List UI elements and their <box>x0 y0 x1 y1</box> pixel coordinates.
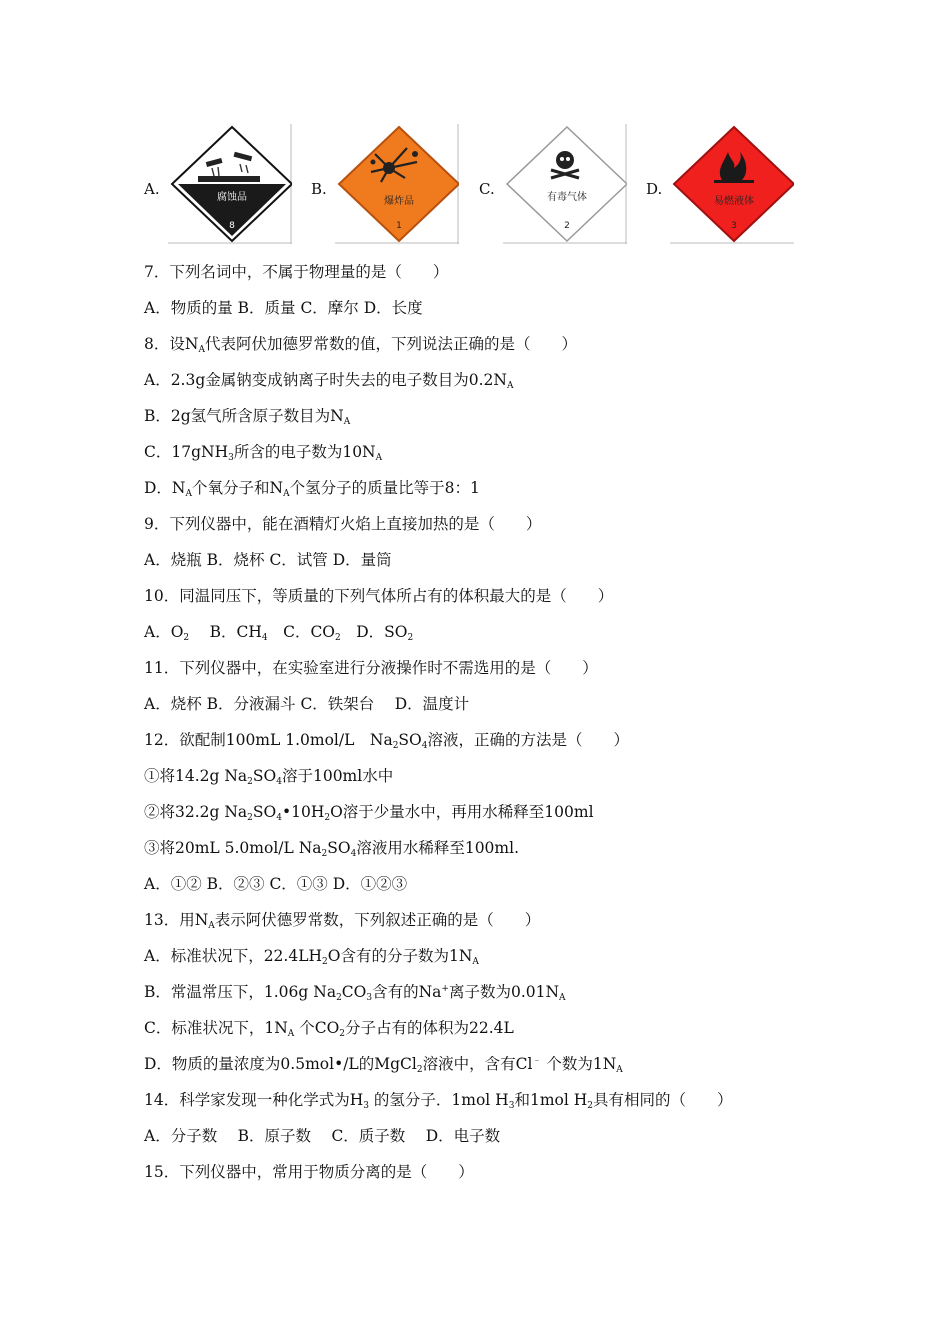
sign-number: 8 <box>229 221 235 231</box>
question-12-options: A．①② B．②③ C．①③ D．①②③ <box>144 875 408 893</box>
question-8-option-c: C．17gNH$_3$所含的电子数为$10N_A$ <box>144 443 383 463</box>
option-letter: D. <box>646 180 663 198</box>
question-8-option-d: D．$N_A$个氧分子和$N_A$个氢分子的质量比等于8：1 <box>144 479 480 499</box>
option-letter: B. <box>311 180 327 198</box>
question-8-option-a: A．2.3g金属钠变成钠离子时失去的电子数目为$0.2N_A$ <box>144 371 514 391</box>
sign-label: 有毒气体 <box>547 192 587 203</box>
question-11-stem: 11．下列仪器中，在实验室进行分液操作时不需选用的是（ ） <box>144 659 598 677</box>
question-12-item-2: ②将32.2g $Na_2SO_4•10H_2O$溶于少量水中，再用水稀释至100ml <box>144 803 594 823</box>
sign-label: 腐蚀品 <box>217 192 247 203</box>
question-8-stem: 8．设$N_A$代表阿伏加德罗常数的值，下列说法正确的是（ ） <box>144 335 577 355</box>
sign-label: 爆炸品 <box>384 196 414 207</box>
question-14-stem: 14．科学家发现一种化学式为$H_3$ 的氢分子．1mol $H_3$和1mol $H_2$具有相同的（ ） <box>144 1091 733 1111</box>
question-13-option-a: A．标准状况下，$22.4LH_2O$含有的分子数为$1N_A$ <box>144 947 479 967</box>
sign-number: 2 <box>564 221 570 231</box>
question-7-stem: 7．下列名词中，不属于物理量的是（ ） <box>144 263 449 281</box>
question-12-stem: 12．欲配制100mL 1.0mol/L $Na_2SO_4$溶液，正确的方法是（ ） <box>144 731 629 751</box>
option-letter: C. <box>479 180 495 198</box>
corrosive-sign-icon <box>168 124 292 244</box>
question-13-option-b: B．常温常压下，1.06g $Na_2CO_3$含有的Na+离子数为$0.01N_A$ <box>144 983 566 1003</box>
question-10-stem: 10．同温同压下，等质量的下列气体所占有的体积最大的是（ ） <box>144 587 614 605</box>
question-9-stem: 9．下列仪器中，能在酒精灯火焰上直接加热的是（ ） <box>144 515 542 533</box>
question-15-stem: 15．下列仪器中，常用于物质分离的是（ ） <box>144 1163 474 1181</box>
question-7-options: A．物质的量 B．质量 C．摩尔 D．长度 <box>144 299 423 317</box>
flammable-liquid-sign-icon <box>670 124 794 244</box>
question-11-options: A．烧杯 B．分液漏斗 C．铁架台 D．温度计 <box>144 695 470 713</box>
hazard-sign-options <box>0 124 950 248</box>
option-letter: A. <box>144 180 160 198</box>
sign-number: 1 <box>396 221 402 231</box>
question-13-option-c: C．标准状况下，$1N_A$ 个$CO_2$分子占有的体积为22.4L <box>144 1019 514 1039</box>
question-13-stem: 13．用$N_A$表示阿伏德罗常数，下列叙述正确的是（ ） <box>144 911 541 931</box>
question-12-item-3: ③将20mL 5.0mol/L $Na_2SO_4$溶液用水稀释至100ml. <box>144 839 519 859</box>
question-10-options: A．$O_2$ B．$CH_4$ C．$CO_2$ D．$SO_2$ <box>144 623 414 643</box>
toxic-gas-sign-icon <box>503 124 627 244</box>
sign-label: 易燃液体 <box>714 196 754 207</box>
question-14-options: A．分子数 B．原子数 C．质子数 D．电子数 <box>144 1127 501 1145</box>
explosive-sign-icon <box>335 124 459 244</box>
question-8-option-b: B．2g氢气所含原子数目为$N_A$ <box>144 407 351 427</box>
question-13-option-d: D．物质的量浓度为0.5mol•/L的MgCl$_2$溶液中，含有Cl﹣ 个数为$1N_A$ <box>144 1055 623 1075</box>
question-9-options: A．烧瓶 B．烧杯 C．试管 D．量筒 <box>144 551 392 569</box>
sign-number: 3 <box>731 221 737 231</box>
question-12-item-1: ①将14.2g $Na_2SO_4$溶于100ml水中 <box>144 767 394 787</box>
